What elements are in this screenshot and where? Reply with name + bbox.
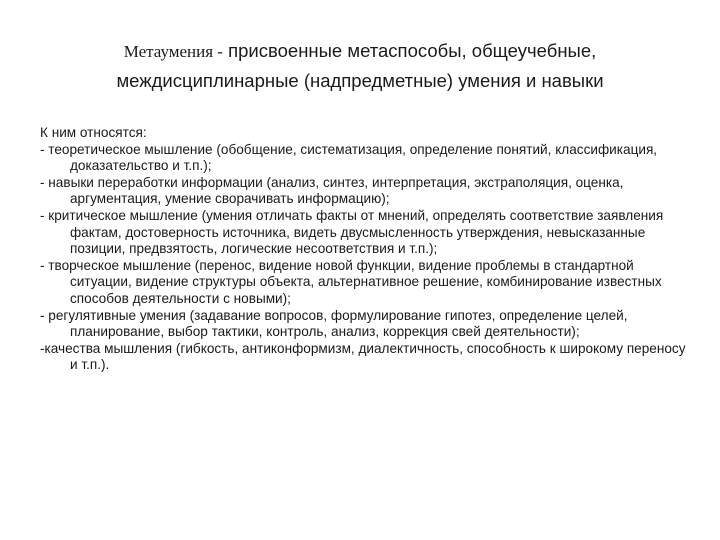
list-item-creative-thinking: - творческое мышление (перенос, видение новой функции, видение проблемы в стандартной ситуации, видение структуры объекта, альтернативное решение, комбинирование известных способов деятельности с новыми); (40, 257, 662, 306)
body-intro: К ним относятся: (40, 125, 147, 140)
list-item-thinking-qualities: -качества мышления (гибкость, антиконформизм, диалектичность, способность к широкому переносу и т.п.). (40, 340, 686, 373)
list-item-information-processing: - навыки переработки информации (анализ, синтез, интерпретация, экстраполяция, оценка, аргументация, умение сворачивать информацию); (40, 174, 624, 207)
title-line-2: междисциплинарные (надпредметные) умения и навыки (116, 70, 604, 91)
title-definition-start: присвоенные метаспособы, общеучебные, (228, 40, 597, 61)
slide-body (40, 125, 690, 374)
list-item-critical-thinking: - критическое мышление (умения отличать факты от мнений, определять соответствие заявления фактам, достоверность источника, видеть двусмысленность утверждения, невысказанные позиции, предвзятость, логические несоответствия и т.п.); (40, 207, 664, 257)
title-term: Метаумения - (123, 42, 223, 61)
list-item-regulatory-skills: - регулятивные умения (задавание вопросов, формулирование гипотез, определение целей, планирование, выбор тактики, контроль, анализ, коррекция свей деятельности); (40, 307, 628, 340)
slide-title (40, 36, 680, 95)
title-line-1 (40, 36, 680, 66)
list-item-theoretical-thinking: - теоретическое мышление (обобщение, систематизация, определение понятий, классификация, доказательство и т.п.); (40, 141, 658, 174)
